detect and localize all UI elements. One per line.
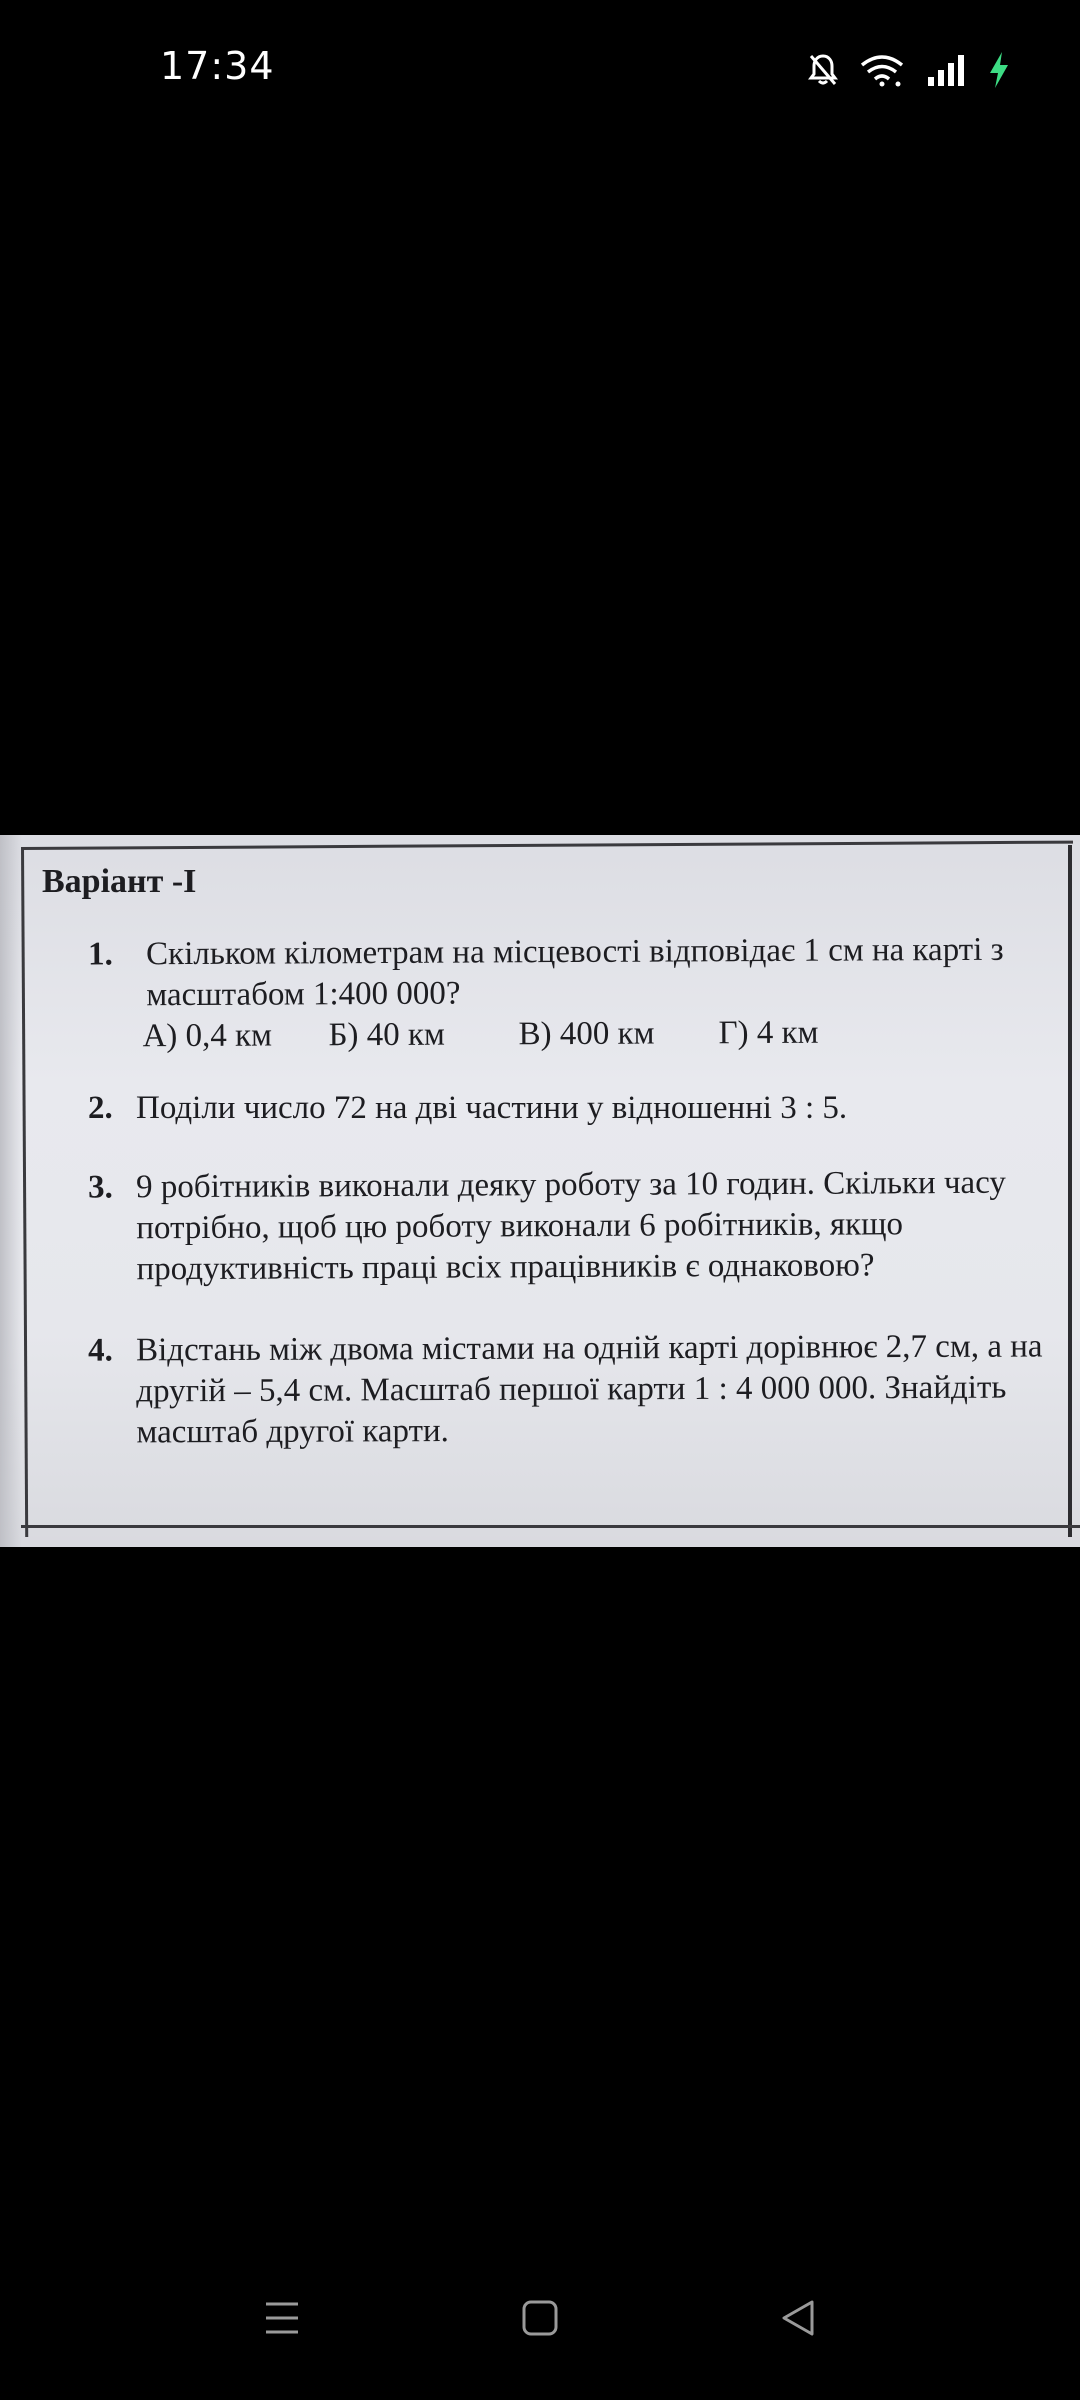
back-icon [778,2298,818,2342]
question-number: 1. [88,936,113,973]
question-number: 3. [88,1169,113,1206]
answer-option-b: Б) 40 км [328,1016,445,1054]
home-icon [520,2298,560,2342]
variant-title: Варіант -I [42,863,197,900]
status-bar [0,0,1080,140]
answer-option-d: Г) 4 км [718,1014,819,1052]
wifi-icon [860,53,904,87]
signal-icon [926,53,966,87]
status-time: 17:34 [160,44,275,88]
back-button[interactable] [768,2290,828,2350]
recent-apps-button[interactable] [252,2290,312,2350]
question-text: 9 робітників виконали деяку роботу за 10 годин. Скільки часу потрібно, щоб цю роботу виконали 6 робітників, якщо продуктивність праці всіх працівників є однаковою? [136,1164,1006,1288]
status-icons [808,48,1010,92]
question-3 [0,1162,1080,1288]
answer-option-a: А) 0,4 км [142,1017,273,1055]
question-4 [0,1326,1080,1451]
home-button[interactable] [510,2290,570,2350]
navigation-bar [0,2290,1080,2380]
question-text: Скільком кілометрам на місцевості відповідає 1 см на карті з масштабом 1:400 000? [146,931,1004,1014]
menu-icon [262,2300,302,2340]
bell-off-icon [808,53,838,87]
document-photo [0,835,1080,1547]
question-text: Поділи число 72 на дві частини у відношенні 3 : 5. [136,1090,848,1126]
question-1 [0,929,1080,1055]
question-text: Відстань між двома містами на одній карті дорівнює 2,7 см, а на другій – 5,4 см. Масштаб першої карти 1 : 4 000 000. Знайдіть масштаб другої карти. [136,1328,1043,1451]
question-number: 2. [88,1090,113,1126]
answer-option-c: В) 400 км [518,1015,655,1053]
document-text [0,835,1080,1547]
question-number: 4. [88,1332,113,1369]
charging-icon [988,51,1010,89]
